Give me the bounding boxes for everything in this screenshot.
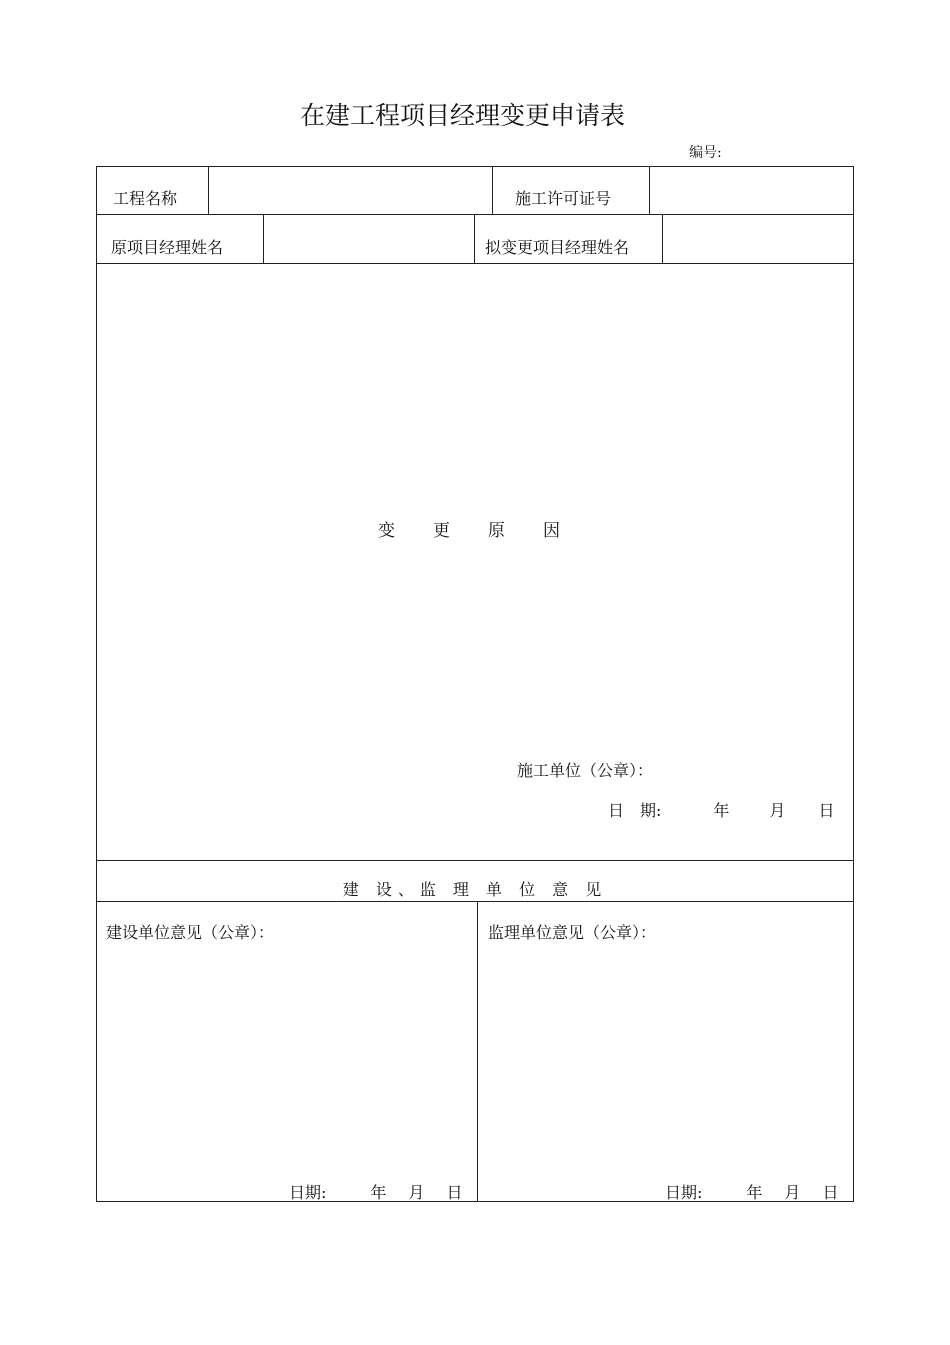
owner-opinion-label: 建设单位意见（公章）： <box>106 923 275 942</box>
supervisor-opinion-field[interactable] <box>485 946 847 1172</box>
reason-heading-char: 更 <box>433 521 450 541</box>
opinions-section-header: 建 设、监 理 单 位 意 见 <box>342 880 608 899</box>
row1-divider-2 <box>492 166 493 214</box>
original-manager-field[interactable] <box>270 235 468 257</box>
reason-bottom-border <box>96 860 854 861</box>
row1-divider-3 <box>649 166 650 214</box>
owner-date-line <box>289 1180 462 1203</box>
contractor-stamp-label: 施工单位（公章）： <box>517 761 654 780</box>
original-manager-label: 原项目经理姓名 <box>111 238 224 257</box>
change-reason-heading <box>378 516 560 541</box>
row2-bottom-border <box>96 263 854 264</box>
proposed-manager-field[interactable] <box>669 235 847 257</box>
row2-divider-3 <box>662 214 663 263</box>
table-right-border <box>853 166 854 1202</box>
project-name-field[interactable] <box>215 186 485 208</box>
table-left-border <box>96 166 97 1202</box>
table-top-border <box>96 166 854 167</box>
supervisor-date-line <box>665 1180 838 1203</box>
proposed-manager-label: 拟变更项目经理姓名 <box>485 238 630 257</box>
day-label: 日 <box>818 801 835 820</box>
day-label: 日 <box>822 1183 839 1202</box>
row1-divider-1 <box>208 166 209 214</box>
contractor-date-line <box>608 798 834 821</box>
permit-number-label: 施工许可证号 <box>515 189 612 208</box>
year-label: 年 <box>370 1183 387 1202</box>
date-label: 日期: <box>665 1183 703 1202</box>
reason-heading-char: 原 <box>488 521 505 541</box>
permit-number-field[interactable] <box>656 186 846 208</box>
year-label: 年 <box>746 1183 763 1202</box>
row2-divider-1 <box>263 214 264 263</box>
owner-opinion-field[interactable] <box>104 946 470 1172</box>
date-label: 日 期: <box>608 801 662 820</box>
project-name-label: 工程名称 <box>113 189 178 208</box>
form-title: 在建工程项目经理变更申请表 <box>299 101 625 130</box>
month-label: 月 <box>408 1183 425 1202</box>
month-label: 月 <box>784 1183 801 1202</box>
month-label: 月 <box>769 801 786 820</box>
opinion-header-bottom-border <box>96 901 854 902</box>
year-label: 年 <box>713 801 730 820</box>
date-label: 日期: <box>289 1183 327 1202</box>
day-label: 日 <box>446 1183 463 1202</box>
supervisor-opinion-label: 监理单位意见（公章）： <box>488 923 657 942</box>
change-reason-field[interactable] <box>104 272 846 502</box>
serial-number-label: 编号: <box>689 145 722 161</box>
row1-bottom-border <box>96 214 854 215</box>
opinion-column-divider <box>477 901 478 1201</box>
reason-heading-char: 因 <box>543 521 560 541</box>
row2-divider-2 <box>474 214 475 263</box>
reason-heading-char: 变 <box>378 521 395 541</box>
